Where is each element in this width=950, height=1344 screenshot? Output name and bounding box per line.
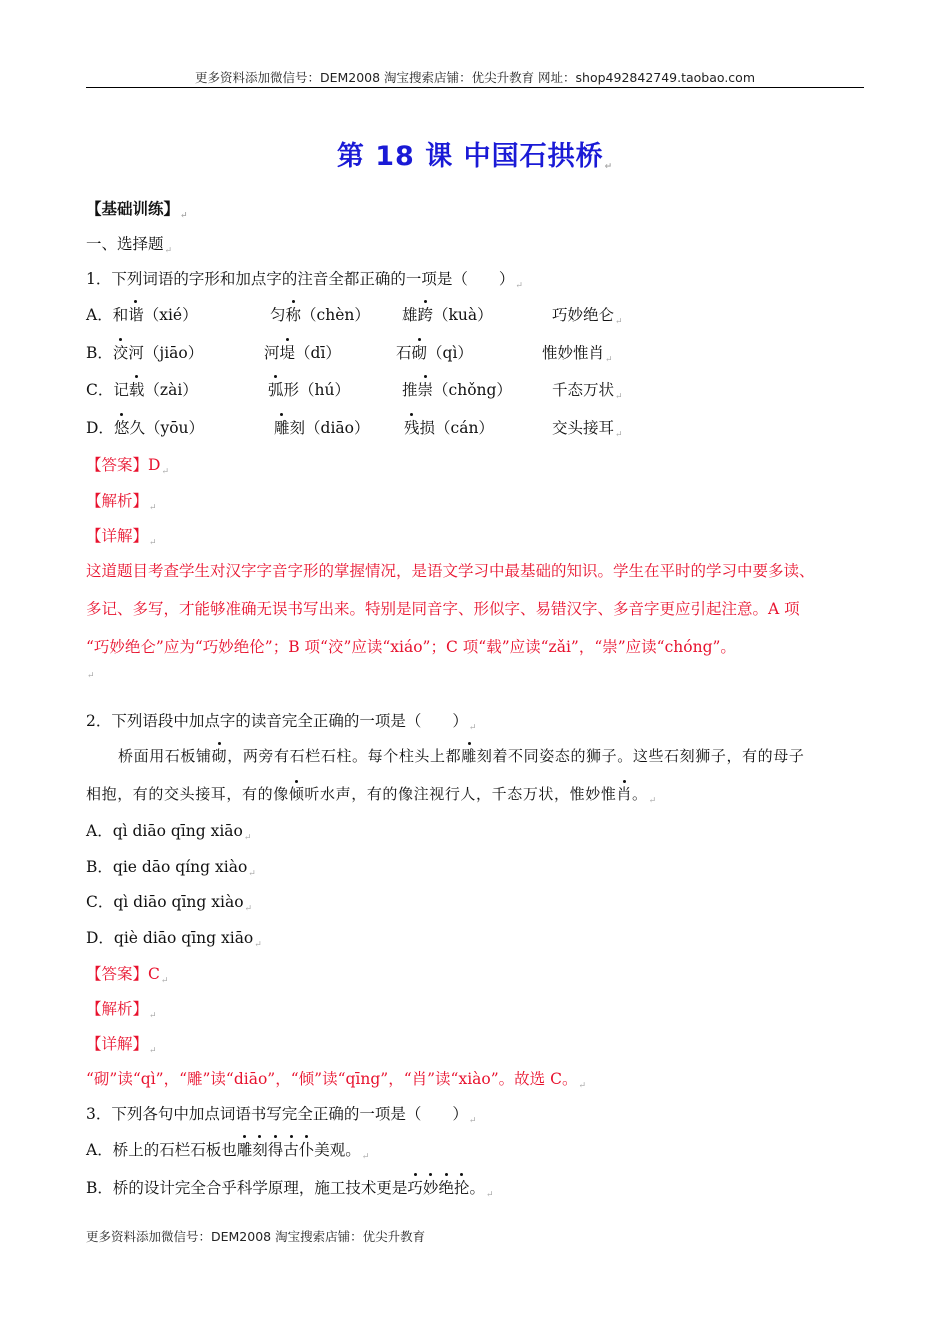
q2-p1a: 桥面用石板铺 xyxy=(118,747,212,765)
q1-b-label: B． xyxy=(86,344,113,362)
q2-analysis: 【解析】$_↵$ xyxy=(86,1000,157,1021)
q1-answer-text: 【答案】D xyxy=(86,456,161,474)
q3-b1: B．桥的设计完全合乎科学原理，施工技术更是 xyxy=(86,1179,408,1197)
q1-analysis: 【解析】$_↵$ xyxy=(86,492,157,513)
q1-d-c1 xyxy=(86,416,204,438)
q2-detail: 【详解】$_↵$ xyxy=(86,1035,157,1056)
q1-c-c4: 千态万状$_↵$ xyxy=(552,381,623,402)
title-text: 第 18 课 中国石拱桥 xyxy=(336,141,604,172)
section-subtitle: 一、选择题$_↵$ xyxy=(86,235,173,256)
q1-c-c3 xyxy=(402,378,512,400)
q2-p1b: 砌 xyxy=(211,747,228,765)
q1-detail: 【详解】$_↵$ xyxy=(86,527,157,548)
q1-explain-line2: 多记、多写，才能够准确无误书写出来。特别是同音字、形似字、易错汉字、多音字更应引起注意。A 项 xyxy=(86,600,800,618)
q3-stem-text: 3．下列各句中加点词语书写完全正确的一项是（ ） xyxy=(86,1105,468,1123)
q3-b2: 巧 xyxy=(407,1176,423,1198)
q1-a-c2b: 称 xyxy=(286,303,302,325)
q1-a-c1c: （xié） xyxy=(143,306,198,324)
q2-p2d: 肖 xyxy=(616,785,633,803)
header-divider xyxy=(86,87,864,88)
q3-a6: 仆 xyxy=(299,1138,315,1160)
q3-b3: 妙 xyxy=(423,1176,439,1198)
q1-a-c1a: 和 xyxy=(112,306,129,324)
q3-a2: 雕 xyxy=(237,1138,253,1160)
q3-a3: 刻 xyxy=(252,1138,268,1160)
q2-stem: 2．下列语段中加点字的读音完全正确的一项是（ ）$_↵$ xyxy=(86,712,477,733)
q1-a-c3c: （kuà） xyxy=(433,306,493,324)
q2-passage-line1 xyxy=(118,745,804,766)
q1-d-c2b: 雕 xyxy=(274,416,290,438)
q1-b-c3b: 砌 xyxy=(412,341,428,363)
q1-b-c2 xyxy=(264,341,341,363)
page-title: 第 18 课 中国石拱桥↵ xyxy=(336,141,614,172)
q1-c-c1 xyxy=(86,378,198,400)
q1-c-c4-text: 千态万状 xyxy=(552,381,615,399)
q1-d-label: D． xyxy=(86,419,114,437)
q1-d-c3 xyxy=(404,416,494,438)
q2-answer-text: 【答案】C xyxy=(86,965,160,983)
q1-d-c4: 交头接耳$_↵$ xyxy=(552,419,623,440)
q2-stem-text: 2．下列语段中加点字的读音完全正确的一项是（ ） xyxy=(86,712,468,730)
q1-a-label: A． xyxy=(86,306,113,324)
q1-b-c1 xyxy=(86,341,203,363)
q1-a-c2 xyxy=(270,303,370,325)
q2-passage-line2: 相抱，有的交头接耳，有的像倾听水声，有的像注视行人，千态万状，惟妙惟肖。$_↵$ xyxy=(86,785,657,806)
q1-b-c3 xyxy=(396,341,473,363)
q2-explain-text: “砌”读“qì”，“雕”读“diāo”，“倾”读“qīng”，“肖”读“xiào”。故选 C。 xyxy=(86,1070,578,1088)
q1-b-c2c: （dī） xyxy=(295,344,341,362)
q1-c-c2b: 弧 xyxy=(268,378,284,400)
q2-p1c: ，两旁有石栏石柱。每个柱头上都 xyxy=(227,747,462,765)
q1-c-c1a: 记 xyxy=(113,381,129,399)
q2-option-a: A．qì diāo qīng xiāo$_↵$ xyxy=(86,822,252,843)
q1-stem-text: 1．下列词语的字形和加点字的注音全都正确的一项是（ ） xyxy=(86,270,515,288)
q1-a-c1 xyxy=(86,303,198,325)
q2-p2a: 相抱，有的交头接耳，有的像 xyxy=(86,785,289,803)
q1-end-mark: ↵ xyxy=(87,671,95,681)
q1-a-c4: 巧妙绝仑$_↵$ xyxy=(552,306,623,327)
q1-c-c3a: 推 xyxy=(402,381,418,399)
q2-option-b: B．qie dāo qíng xiào$_↵$ xyxy=(86,858,256,879)
q2-p2c: 听水声，有的像注视行人，千态万状，惟妙惟 xyxy=(304,785,617,803)
q1-b-c4-text: 惟妙惟肖 xyxy=(542,344,605,362)
q1-d-c2c: 刻（diāo） xyxy=(289,419,370,437)
q1-a-c3 xyxy=(402,303,493,325)
q1-c-c1c: （zài） xyxy=(144,381,198,399)
q1-d-c3b: 残 xyxy=(404,416,420,438)
q1-c-c3b: 崇 xyxy=(418,378,434,400)
q1-d-c3c: 损（cán） xyxy=(419,419,494,437)
q1-d-c1c: 久（yōu） xyxy=(129,419,205,437)
q1-d-c2 xyxy=(274,416,369,438)
q2-p1d: 雕 xyxy=(461,747,477,765)
q1-stem: 1．下列词语的字形和加点字的注音全都正确的一项是（ ）$_↵$ xyxy=(86,270,523,291)
q1-c-c2 xyxy=(268,378,350,400)
q1-a-c2c: （chèn） xyxy=(301,306,370,324)
q1-b-c2a: 河 xyxy=(264,344,280,362)
q2-option-d-text: D．qiè diāo qīng xiāo xyxy=(86,929,254,947)
q1-c-c3c: （chǒng） xyxy=(433,381,512,399)
q2-explain: “砌”读“qì”，“雕”读“diāo”，“倾”读“qīng”，“肖”读“xiào”。故选 C。$_↵$ xyxy=(86,1070,587,1091)
q1-c-c2c: 形（hú） xyxy=(283,381,350,399)
page-footer: 更多资料添加微信号：DEM2008 淘宝搜索店铺：优尖升教育 xyxy=(86,1229,426,1244)
q1-b-c3a: 石 xyxy=(396,344,412,362)
q1-a-c3b: 跨 xyxy=(418,303,434,325)
q1-analysis-text: 【解析】 xyxy=(86,492,149,510)
q1-c-label: C． xyxy=(86,381,114,399)
q1-d-c1b: 悠 xyxy=(114,416,130,438)
section-label-text: 【基础训练】 xyxy=(86,199,180,218)
q3-stem: 3．下列各句中加点词语书写完全正确的一项是（ ）$_↵$ xyxy=(86,1105,477,1126)
q1-answer: 【答案】$D_↵$ xyxy=(86,456,169,477)
q2-option-d: D．qiè diāo qīng xiāo$_↵$ xyxy=(86,929,262,950)
q1-b-c4: 惟妙惟肖$_↵$ xyxy=(542,344,613,365)
q2-option-a-text: A．qì diāo qīng xiāo xyxy=(86,822,243,840)
q1-d-c4-text: 交头接耳 xyxy=(552,419,615,437)
q1-a-c1b: 谐 xyxy=(128,303,144,325)
q1-c-c1b: 载 xyxy=(129,378,145,400)
page-header: 更多资料添加微信号：DEM2008 淘宝搜索店铺：优尖升教育 网址：shop492842749.taobao.com xyxy=(194,70,756,85)
q1-a-c4-text: 巧妙绝仑 xyxy=(552,306,615,324)
q1-a-c2a: 匀 xyxy=(270,306,286,324)
q2-analysis-text: 【解析】 xyxy=(86,1000,149,1018)
q2-p2b: 倾 xyxy=(288,785,305,803)
q2-detail-text: 【详解】 xyxy=(86,1035,149,1053)
q3-a4: 得 xyxy=(268,1138,284,1160)
q1-detail-text: 【详解】 xyxy=(86,527,149,545)
q2-option-c: C．qì diāo qīng xiào$_↵$ xyxy=(86,893,253,914)
q2-option-b-text: B．qie dāo qíng xiào xyxy=(86,858,248,876)
q2-p1e: 刻着不同姿态的狮子。这些石刻狮子，有的母子 xyxy=(476,747,805,765)
q3-option-b: B．桥的设计完全合乎科学原理，施工技术更是巧妙绝抡。$_↵$ xyxy=(86,1176,494,1200)
q3-b5: 抡 xyxy=(454,1176,470,1198)
q1-b-c2b: 堤 xyxy=(280,341,296,363)
q2-answer: 【答案】$C_↵$ xyxy=(86,965,169,986)
q3-a1: A．桥上的石栏石板也 xyxy=(86,1141,237,1159)
q3-b4: 绝 xyxy=(438,1176,454,1198)
q3-a5: 古 xyxy=(283,1138,299,1160)
q1-explain-line3: “巧妙绝仑”应为“巧妙绝伦”；B 项“洨”应读“xiáo”；C 项“载”应读“zǎi”，“崇”应读“chóng”。 xyxy=(86,638,736,656)
section-subtitle-text: 一、选择题 xyxy=(86,235,164,253)
q1-explain-line1: 这道题目考查学生对汉字字音字形的掌握情况，是语文学习中最基础的知识。学生在平时的学习中要多读、 xyxy=(86,562,815,580)
q1-b-c1c: 河（jiāo） xyxy=(128,344,204,362)
q3-b6: 。 xyxy=(469,1179,485,1197)
q1-a-c3a: 雄 xyxy=(402,306,418,324)
q3-a7: 美观。 xyxy=(314,1141,361,1159)
q1-b-c1b: 洨 xyxy=(113,341,129,363)
q3-option-a: A．桥上的石栏石板也雕刻得古仆美观。$_↵$ xyxy=(86,1138,369,1162)
section-label: 【基础训练】$_↵$ xyxy=(86,199,188,221)
q2-p2e: 。 xyxy=(632,785,648,803)
q2-option-c-text: C．qì diāo qīng xiào xyxy=(86,893,244,911)
q1-b-c3c: （qì） xyxy=(427,344,473,362)
